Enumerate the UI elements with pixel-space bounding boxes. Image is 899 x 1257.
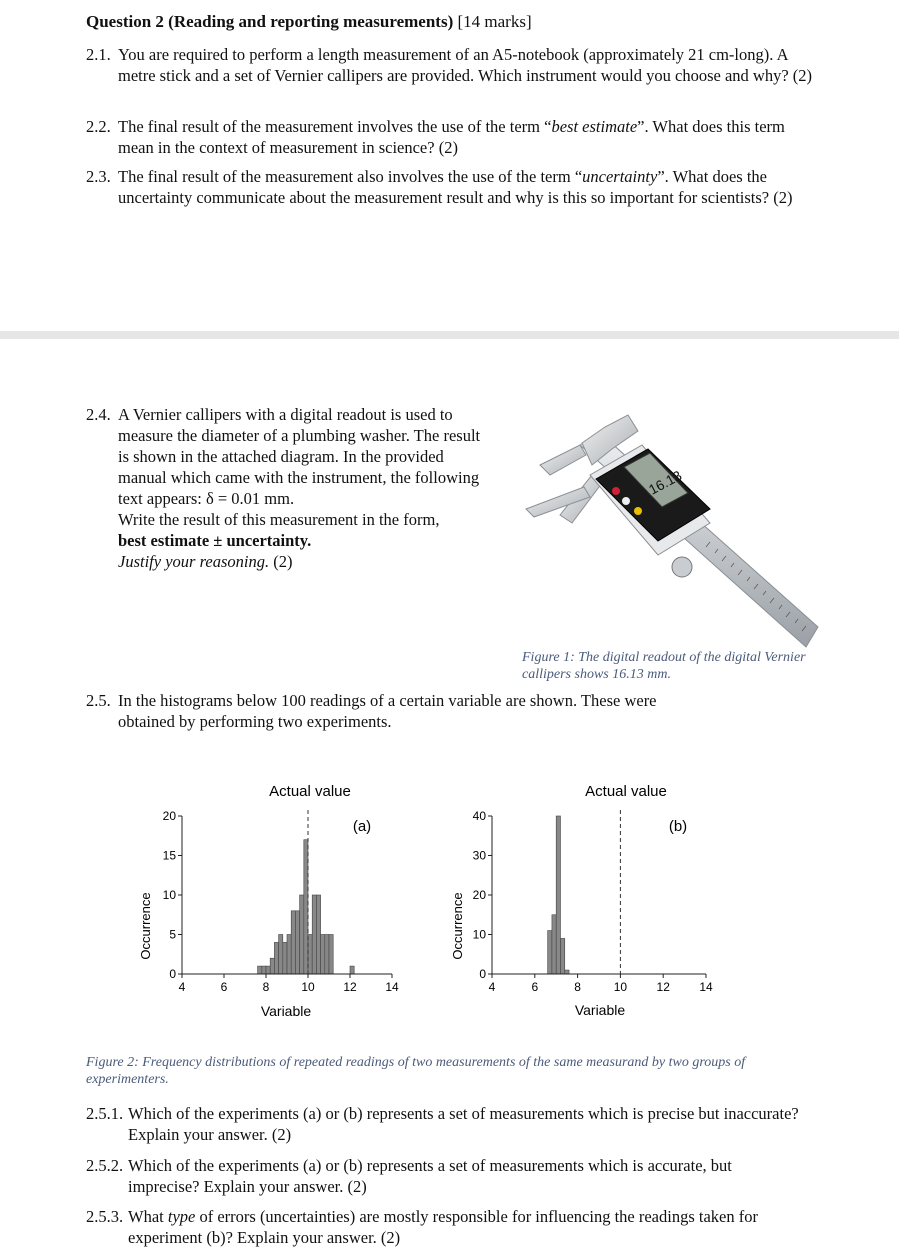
y-tick-label: 30 [472, 848, 486, 863]
question-title [86, 12, 532, 32]
y-tick-label: 0 [169, 967, 176, 981]
x-axis-label: Variable [574, 1002, 626, 1018]
item-format: best estimate ± uncertainty. [118, 531, 312, 550]
item-number: 2.3. [86, 167, 111, 186]
histogram-bar [312, 895, 316, 974]
y-axis-label: Occurrence [450, 892, 465, 960]
item-text: A Vernier callipers with a digital readout is used to measure the diameter of a plumbing washer. The result is shown in the attached diagram. In the provided manual which came with the instrument, the following text appears: δ = 0.01 mm. [118, 405, 481, 508]
question-2-5 [86, 690, 686, 732]
item-text: Which of the experiments (a) or (b) represents a set of measurements which is precise but inaccurate? Explain your answer. (2) [128, 1104, 799, 1144]
y-tick-label: 40 [472, 809, 486, 823]
item-text: Which of the experiments (a) or (b) represents a set of measurements which is accurate, but imprecise? Explain your answer. (2) [128, 1156, 732, 1196]
panel-label: (b) [668, 818, 688, 835]
x-tick-label: 8 [574, 980, 581, 994]
x-tick-label: 8 [262, 980, 270, 994]
histogram-bar [350, 966, 354, 974]
x-tick-label: 14 [699, 980, 713, 994]
x-tick-label: 14 [385, 980, 399, 994]
item-number: 2.2. [86, 117, 111, 136]
histogram-bar [560, 938, 564, 974]
x-axis-label: Variable [260, 1003, 312, 1019]
item-number: 2.4. [86, 405, 111, 424]
histogram-bar [548, 931, 552, 974]
histogram-bar [274, 942, 278, 974]
question-2-5-3 [86, 1206, 816, 1248]
figure-2-caption: Figure 2: Frequency distributions of repeated readings of two measurements of the same measurand by two groups of experimenters. [86, 1055, 746, 1087]
histogram-bar [308, 935, 312, 975]
item-text: You are required to perform a length measurement of an A5-notebook (approximately 21 cm-long). A metre stick and a set of Vernier callipers are provided. Which instrument would you choose and why? (2) [118, 45, 813, 85]
page-divider [0, 331, 899, 339]
emphasis-uncertainty: uncertainty [582, 167, 658, 186]
question-2-3 [86, 166, 821, 208]
zero-button-icon [622, 497, 630, 505]
histogram-bar [321, 935, 325, 975]
x-tick-label: 12 [656, 980, 670, 994]
histogram-bar [283, 942, 287, 974]
thumb-wheel-icon [672, 557, 692, 577]
item-justify: Justify your reasoning. (2) [118, 552, 293, 571]
item-text: What type of errors (uncertainties) are mostly responsible for influencing the readings taken for experiment (b)? Explain your answer. (2) [128, 1207, 758, 1247]
histogram-bar [565, 970, 569, 974]
question-2-5-1 [86, 1103, 806, 1145]
y-tick-label: 10 [162, 888, 176, 902]
calliper-illustration [520, 405, 820, 650]
histogram-bar [291, 911, 295, 974]
y-axis-label: Occurrence [138, 892, 153, 960]
histogram-bar [266, 966, 270, 974]
histogram-bar [279, 935, 283, 975]
emphasis-type: type [167, 1207, 196, 1226]
item-number: 2.5.2. [86, 1156, 124, 1175]
histogram-a [130, 776, 420, 1026]
question-marks: [14 marks] [453, 12, 532, 31]
histogram-b [440, 776, 730, 1026]
x-tick-label: 4 [488, 980, 496, 994]
y-tick-label: 20 [472, 888, 486, 902]
histogram-bar [329, 935, 333, 975]
chart-title: Actual value [269, 783, 351, 800]
off-button-icon [612, 487, 620, 495]
item-text: In the histograms below 100 readings of a certain variable are shown. These were obtained by performing two experiments. [118, 691, 657, 731]
x-tick-label: 10 [613, 980, 628, 994]
histogram-bar [325, 935, 329, 975]
histogram-bar [270, 958, 274, 974]
x-tick-label: 6 [531, 980, 539, 994]
y-tick-label: 5 [169, 927, 176, 942]
question-2-1 [86, 44, 821, 86]
figure-1-caption: Figure 1: The digital readout of the digital Vernier callipers shows 16.13 mm. [522, 650, 806, 682]
histogram-bar [258, 966, 262, 974]
item-text: The final result of the measurement also involves the use of the term “uncertainty”. What does the uncertainty communicate about the measurement result and why is this so important for scientists? (2) [118, 167, 793, 207]
item-number: 2.5.3. [86, 1207, 124, 1226]
y-tick-label: 10 [472, 927, 486, 942]
question-title-bold: Question 2 (Reading and reporting measurements) [86, 12, 454, 31]
emphasis-best-estimate: best estimate [551, 117, 638, 136]
lcd-reading: 16.13 [645, 467, 685, 498]
histogram-bar [262, 966, 266, 974]
y-tick-label: 20 [162, 809, 176, 823]
x-tick-label: 6 [220, 980, 228, 994]
chart-title: Actual value [585, 783, 667, 800]
panel-label: (a) [352, 818, 372, 835]
question-2-5-2 [86, 1155, 806, 1197]
y-tick-label: 0 [479, 967, 486, 981]
item-text: The final result of the measurement involves the use of the term “best estimate”. What does this term mean in the context of measurement in science? (2) [118, 117, 785, 157]
mode-button-icon [634, 507, 642, 515]
item-number: 2.1. [86, 45, 111, 64]
question-2-2 [86, 116, 821, 158]
histogram-bar [304, 840, 308, 974]
histogram-bar [552, 915, 556, 974]
item-instruction: Write the result of this measurement in the form, [118, 510, 440, 529]
histogram-bar [295, 911, 299, 974]
histogram-bar [556, 816, 560, 974]
x-tick-label: 12 [343, 980, 357, 994]
upper-jaw-tip [540, 445, 586, 475]
item-number: 2.5. [86, 691, 111, 710]
item-number: 2.5.1. [86, 1104, 124, 1123]
question-2-4 [86, 404, 486, 572]
y-tick-label: 15 [162, 848, 176, 863]
histogram-bar [300, 895, 304, 974]
histogram-bar [287, 935, 291, 975]
histogram-bar [316, 895, 320, 974]
x-tick-label: 4 [178, 980, 186, 994]
x-tick-label: 10 [301, 980, 315, 994]
